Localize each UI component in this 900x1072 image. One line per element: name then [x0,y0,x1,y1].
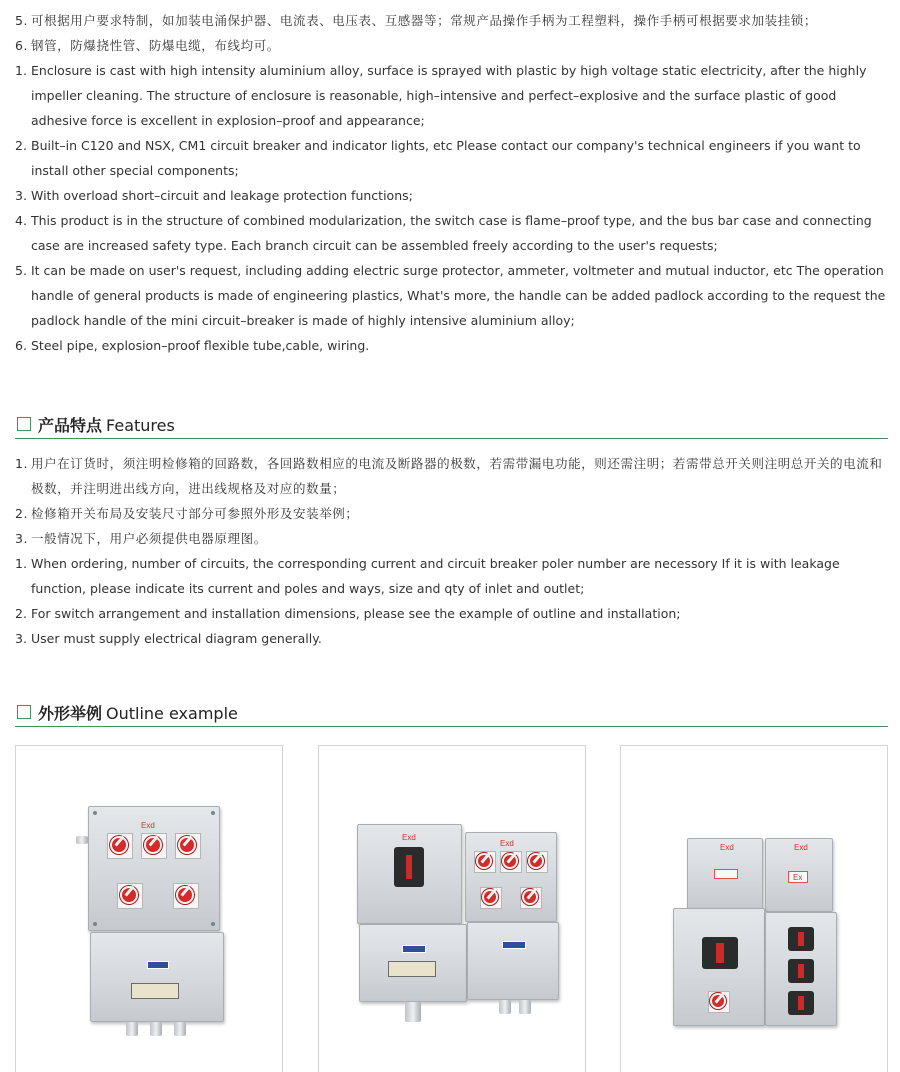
rating-plate-icon [131,983,179,999]
upper-enclosure: Exd [88,806,220,931]
list-item: 1. When ordering, number of circuits, the corresponding current and circuit breaker poler number are necessory If it is with leakage function, please indicate its current and poles and ways, size and qty of inlet and outlet; [15,556,840,596]
rotary-knob-icon [120,886,138,904]
top-feature-list [15,8,887,358]
rating-plate-icon [388,961,436,977]
main-switch-enclosure: Exd [357,824,462,924]
breaker-handle-icon [788,991,814,1015]
rotary-knob-icon [144,836,162,854]
cable-gland-icon [405,1002,421,1022]
rotary-knob-icon [476,853,492,869]
list-item: 2. Built–in C120 and NSX, CM1 circuit breaker and indicator lights, etc Please contact our company's technical engineers if you want to install other special components; [15,138,861,178]
lower-right-enclosure [765,912,837,1026]
list-item: 2. For switch arrangement and installation dimensions, please see the example of outline and installation; [15,606,681,621]
outline-title: 外形举例 Outline example [38,704,238,723]
rotary-knob-icon [178,836,196,854]
list-item: 3. With overload short–circuit and leakage protection functions; [15,188,413,203]
list-item: 5. 可根据用户要求特制，如加装电涌保护器、电流表、电压表、互感器等；常规产品操作手柄为工程塑料，操作手柄可根据要求加装挂锁； [15,13,818,28]
main-switch-handle-icon [702,937,738,969]
features-heading [15,411,888,439]
cable-gland-icon [150,1022,162,1036]
main-switch-handle-icon [394,847,424,887]
list-item: 3. 一般情况下，用户必须提供电器原理图。 [15,531,267,546]
list-item: 6. Steel pipe, explosion–proof flexible tube,cable, wiring. [15,338,370,353]
nameplate-icon [147,961,169,969]
cable-gland-icon [174,1022,186,1036]
nameplate-icon [402,945,426,953]
enclosure-image [671,832,841,1032]
cable-gland-icon [499,1000,511,1014]
breaker-handle-icon [788,927,814,951]
branch-enclosure: Exd [465,832,557,922]
rotary-knob-icon [528,853,544,869]
warning-label-icon: Ex [788,871,808,883]
list-item: 6. 钢管，防爆挠性管、防爆电缆，布线均可。 [15,38,280,53]
nameplate-icon [502,941,526,949]
lower-right-enclosure [467,922,559,1000]
product-card-1 [15,745,283,1072]
list-item: 1. 用户在订货时，须注明检修箱的回路数，各回路数相应的电流及断路器的极数，若需带漏电功能，则还需注明；若需带总开关则注明总开关的电流和极数，并注明进出线方向，进出线规格及对应的数量； [15,456,883,496]
features-title: 产品特点 Features [38,416,175,435]
lower-enclosure [359,924,467,1002]
rotary-knob-icon [176,886,194,904]
rotary-knob-icon [522,889,538,905]
cable-gland-icon [519,1000,531,1014]
outline-cards [15,745,888,1072]
breaker-handle-icon [788,959,814,983]
enclosure-image [349,824,564,1024]
product-card-2 [318,745,586,1072]
list-item: 3. User must supply electrical diagram generally. [15,631,322,646]
mounting-bracket-icon [76,836,88,844]
product-card-3 [620,745,888,1072]
rotary-knob-icon [482,889,498,905]
lower-left-enclosure [673,908,765,1026]
list-item: 5. It can be made on user's request, including adding electric surge protector, ammeter, voltmeter and mutual inductor, etc The operation handle of general products is made of engineering plastics, What's more, the handle can be added padlock according to the request the padlock handle of the mini circuit–breaker is made of highly intensive aluminium alloy; [15,263,886,328]
enclosure-image [76,806,226,1036]
lower-enclosure [90,932,224,1022]
square-icon [17,705,31,719]
square-icon [17,417,31,431]
list-item: 1. Enclosure is cast with high intensity aluminium alloy, surface is sprayed with plastic by high voltage static electricity, after the highly impeller cleaning. The structure of enclosure is reasonable, high–intensive and perfect–explosive and the surface plastic of good adhesive force is excellent in explosion–proof and appearance; [15,63,867,128]
list-item: 2. 检修箱开关布局及安装尺寸部分可参照外形及安装举例； [15,506,359,521]
cable-gland-icon [126,1022,138,1036]
upper-left-enclosure: Exd [687,838,763,912]
rotary-knob-icon [502,853,518,869]
features-list [15,451,887,651]
warning-label-icon [714,869,738,879]
outline-heading [15,699,888,727]
list-item: 4. This product is in the structure of combined modularization, the switch case is flame–proof type, and the bus bar case and connecting case are increased safety type. Each branch circuit can be assembled freely according to the user's requests; [15,213,872,253]
rotary-knob-icon [110,836,128,854]
upper-right-enclosure: Exd Ex [765,838,833,912]
rotary-knob-icon [710,993,726,1009]
